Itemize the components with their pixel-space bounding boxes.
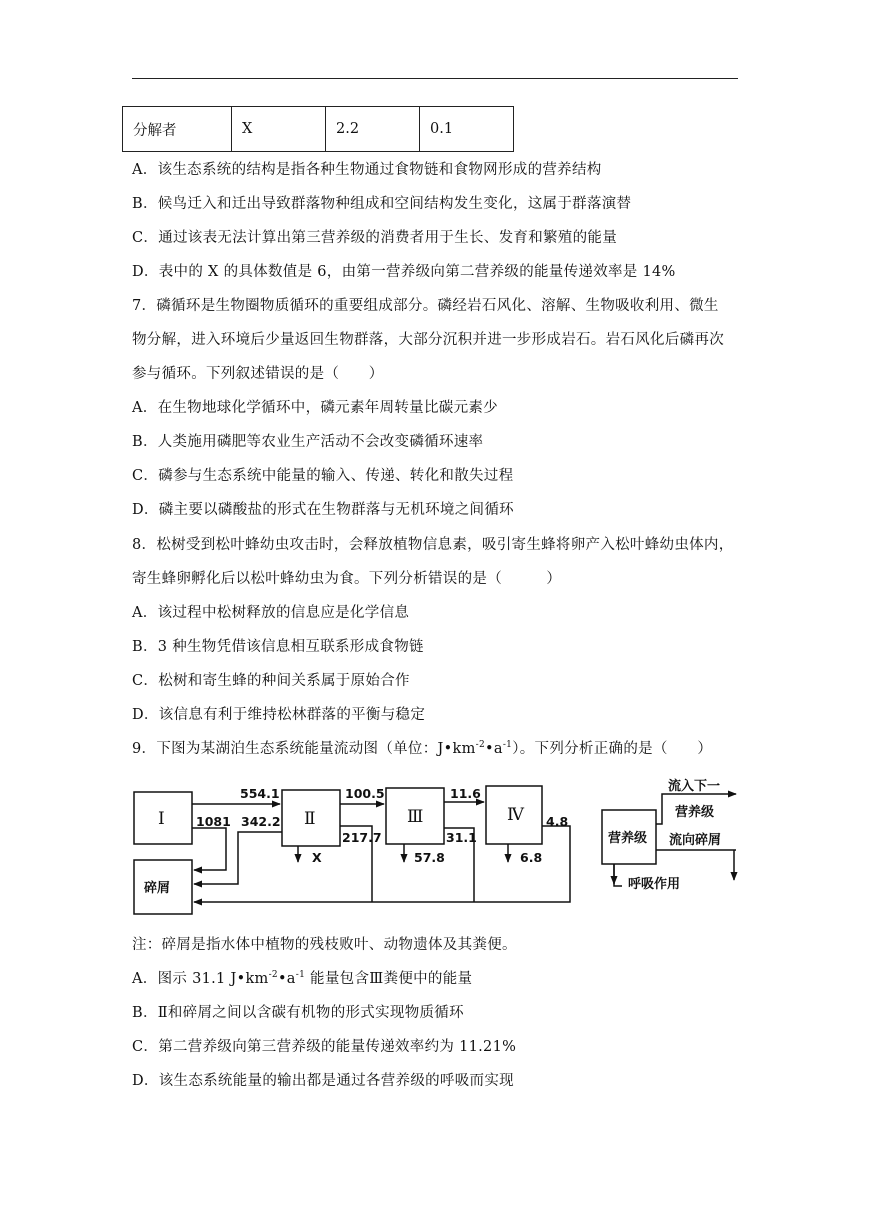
- legend-label-next1: 流入下一: [668, 779, 721, 794]
- q9-option-a: [132, 969, 472, 989]
- q6-option-c: C．通过该表无法计算出第三营养级的消费者用于生长、发育和繁殖的能量: [132, 230, 617, 246]
- legend-label-next2: 营养级: [675, 805, 715, 820]
- q8-stem-line1: 8．松树受到松叶蜂幼虫攻击时，会释放植物信息素，吸引寄生蜂将卵产入松叶蜂幼虫体内，: [132, 537, 734, 553]
- label-IV: Ⅳ: [507, 805, 524, 825]
- q6-option-a: A．该生态系统的结构是指各种生物通过食物链和食物网形成的营养结构: [132, 162, 602, 178]
- arrow-detritus-to-II: [194, 832, 282, 884]
- q9-option-d: D．该生态系统能量的输出都是通过各营养级的呼吸而实现: [132, 1073, 514, 1089]
- q9-stem-text: •a: [485, 741, 503, 757]
- q8-stem-line2: 寄生蜂卵孵化后以松叶蜂幼虫为食。下列分析错误的是（ ）: [132, 571, 562, 587]
- q9-option-a-text: •a: [277, 971, 296, 987]
- q9-option-a-text: A．图示 31.1 J•km: [132, 971, 269, 987]
- value-68: 6.8: [520, 850, 543, 865]
- q8-option-c: C．松树和寄生蜂的种间关系属于原始合作: [132, 673, 410, 689]
- value-x: X: [312, 850, 322, 865]
- value-217: 217.7: [342, 830, 382, 845]
- label-III: Ⅲ: [407, 807, 424, 827]
- value-554: 554.1: [240, 786, 280, 801]
- arrow-to-detritus-bottom: [194, 826, 570, 902]
- q7-option-a: A．在生物地球化学循环中，磷元素年周转量比碳元素少: [132, 400, 498, 416]
- q9-stem: [132, 739, 712, 759]
- q7-option-c: C．磷参与生态系统中能量的输入、传递、转化和散失过程: [132, 468, 514, 484]
- q9-note: 注：碎屑是指水体中植物的残枝败叶、动物遗体及其粪便。: [132, 937, 517, 953]
- q8-option-d: D．该信息有利于维持松林群落的平衡与稳定: [132, 707, 426, 723]
- energy-table-fragment: [122, 106, 514, 152]
- q9-option-a-sup: -1: [295, 970, 306, 981]
- q6-option-b: B．候鸟迁入和迁出导致群落物种组成和空间结构发生变化，这属于群落演替: [132, 196, 632, 212]
- q7-option-b: B．人类施用磷肥等农业生产活动不会改变磷循环速率: [132, 434, 484, 450]
- q9-stem-text: 9．下图为某湖泊生态系统能量流动图（单位：J•km: [132, 741, 476, 757]
- q9-stem-sup: -1: [502, 740, 513, 751]
- header-rule: [132, 78, 738, 79]
- label-I: Ⅰ: [158, 809, 165, 829]
- energy-flow-diagram: [128, 776, 748, 921]
- arrow-I-to-detritus: [192, 828, 226, 870]
- value-342: 342.2: [241, 814, 281, 829]
- q7-stem-line1: 7．磷循环是生物圈物质循环的重要组成部分。磷经岩石风化、溶解、生物吸收利用、微生: [132, 298, 719, 314]
- value-31: 31.1: [446, 830, 477, 845]
- q6-option-d: D．表中的 X 的具体数值是 6，由第一营养级向第二营养级的能量传递效率是 14%: [132, 264, 676, 280]
- value-57: 57.8: [414, 850, 445, 865]
- legend-label-detritus: 流向碎屑: [669, 833, 722, 848]
- q9-option-a-text: 能量包含Ⅲ粪便中的能量: [305, 971, 473, 987]
- legend-label-respiration: 呼吸作用: [628, 877, 681, 892]
- label-detritus: 碎屑: [144, 881, 171, 896]
- q7-stem-line2: 物分解，进入环境后少量返回生物群落，大部分沉积并进一步形成岩石。岩石风化后磷再次: [132, 332, 724, 348]
- table-cell: 2.2: [326, 107, 420, 152]
- legend-line-respiration: [614, 864, 622, 886]
- table-cell: X: [232, 107, 326, 152]
- q7-option-d: D．磷主要以磷酸盐的形式在生物群落与无机环境之间循环: [132, 502, 514, 518]
- q9-option-a-sup: -2: [268, 970, 278, 981]
- table-cell: 0.1: [420, 107, 514, 152]
- value-48: 4.8: [546, 814, 569, 829]
- q9-stem-sup: -2: [475, 740, 485, 751]
- label-II: Ⅱ: [304, 809, 316, 829]
- q8-option-a: A．该过程中松树释放的信息应是化学信息: [132, 605, 410, 621]
- value-100: 100.5: [345, 786, 385, 801]
- table-row: [123, 107, 514, 152]
- q9-option-b: B．Ⅱ和碎屑之间以含碳有机物的形式实现物质循环: [132, 1005, 464, 1021]
- legend-label-trophic: 营养级: [608, 831, 648, 846]
- value-11: 11.6: [450, 786, 481, 801]
- q8-option-b: B．3 种生物凭借该信息相互联系形成食物链: [132, 639, 424, 655]
- q9-option-c: C．第二营养级向第三营养级的能量传递效率约为 11.21%: [132, 1039, 517, 1055]
- value-1081: 1081: [196, 814, 231, 829]
- q7-stem-line3: 参与循环。下列叙述错误的是（ ）: [132, 366, 384, 382]
- q9-stem-text: ）。下列分析正确的是（ ）: [512, 741, 713, 757]
- table-cell: 分解者: [123, 107, 232, 152]
